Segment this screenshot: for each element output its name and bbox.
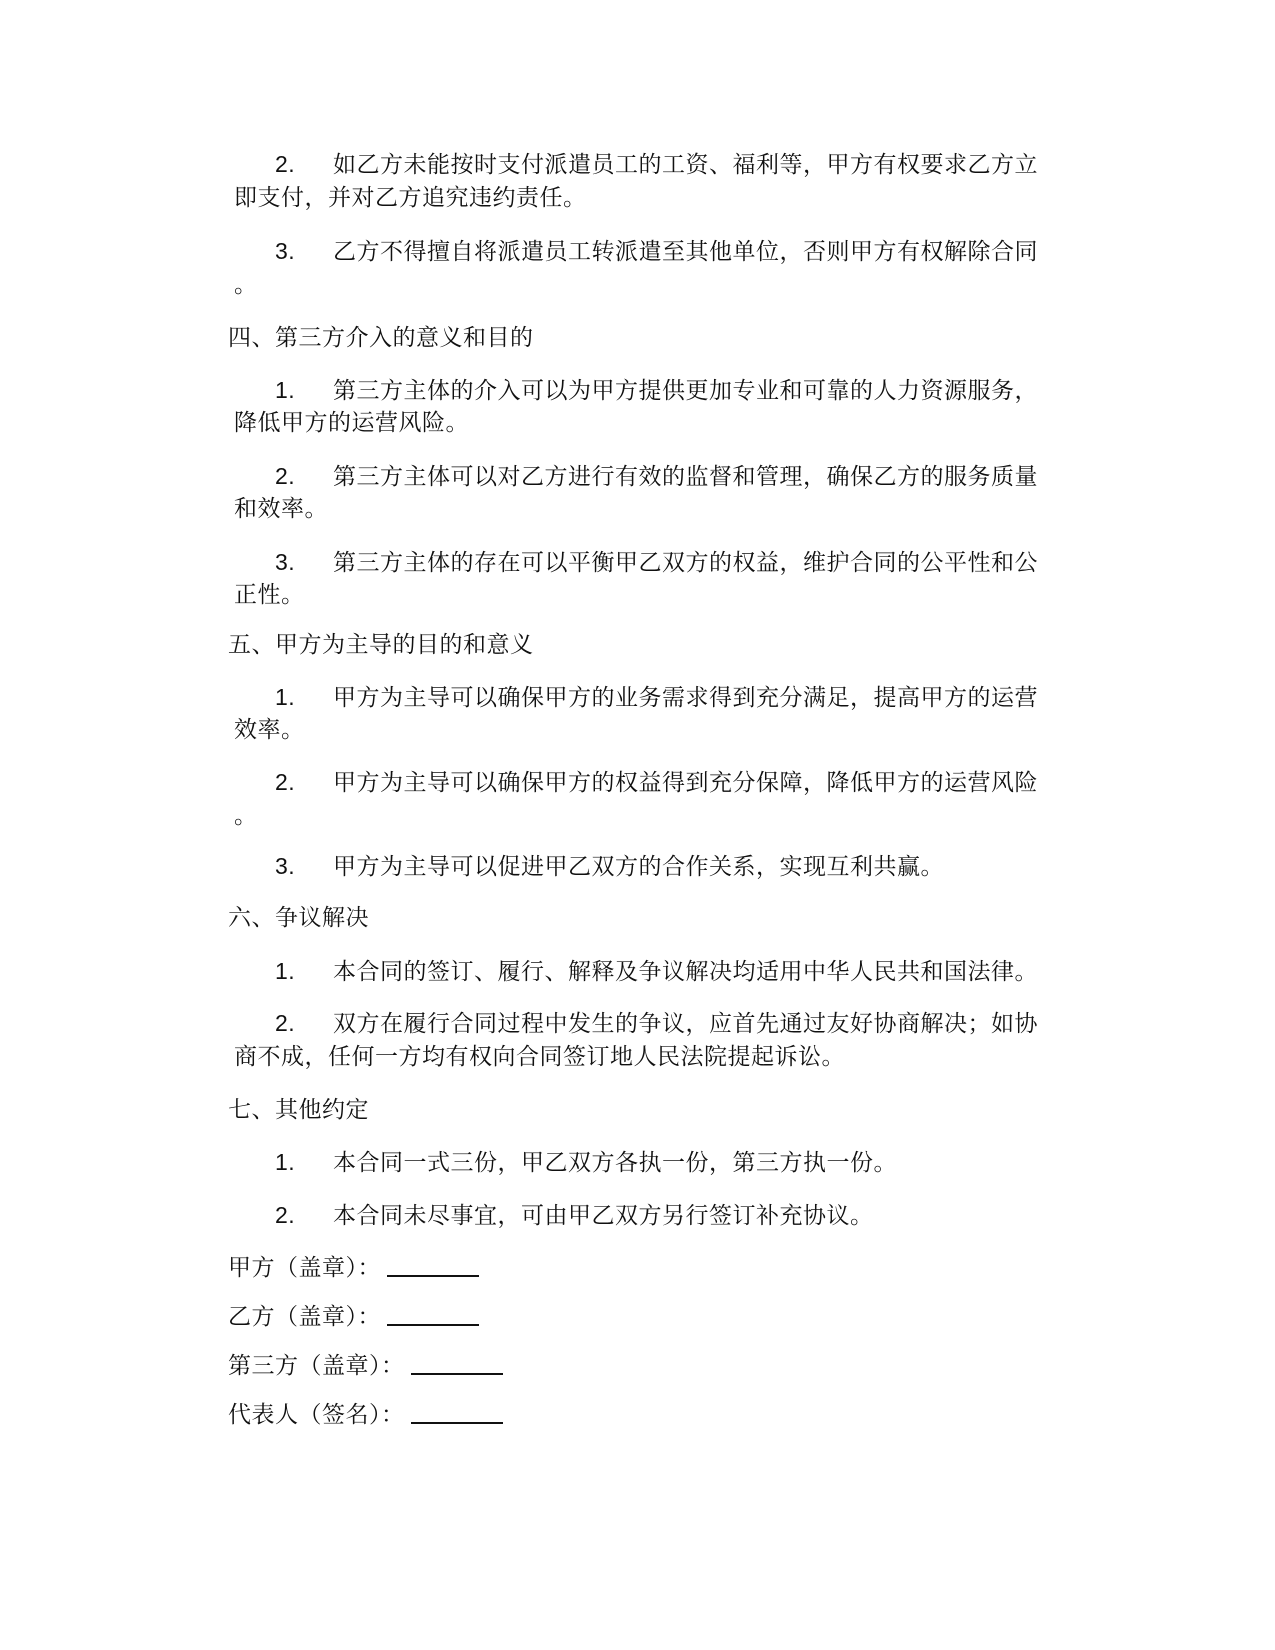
clause-number: 2. <box>275 151 296 177</box>
clause-3-3-line1 <box>275 236 1038 267</box>
signature-blank <box>411 1351 503 1375</box>
clause-number: 2. <box>275 463 296 489</box>
section-4-heading: 四、第三方介入的意义和目的 <box>228 325 534 351</box>
clause-4-3-line1 <box>275 547 1038 578</box>
clause-number: 3. <box>275 549 296 575</box>
clause-text: 甲方为主导可以促进甲乙双方的合作关系，实现互利共赢。 <box>333 854 944 880</box>
clause-6-2-line2: 商不成，任何一方均有权向合同签订地人民法院提起诉讼。 <box>234 1044 845 1070</box>
clause-number: 2. <box>275 1010 296 1036</box>
clause-5-2-line1 <box>275 767 1038 798</box>
clause-number: 3. <box>275 853 296 879</box>
clause-text: 第三方主体可以对乙方进行有效的监督和管理，确保乙方的服务质量 <box>333 464 1038 490</box>
clause-4-1-line1 <box>275 375 1038 406</box>
signature-label: 甲方（盖章）： <box>228 1255 381 1281</box>
clause-5-3-line1 <box>275 851 944 882</box>
clause-number: 3. <box>275 238 296 264</box>
signature-party-a <box>228 1253 479 1283</box>
clause-text: 本合同未尽事宜，可由甲乙双方另行签订补充协议。 <box>333 1203 874 1229</box>
signature-blank <box>387 1253 479 1277</box>
clause-text: 本合同的签订、履行、解释及争议解决均适用中华人民共和国法律。 <box>333 959 1038 985</box>
clause-7-1-line1 <box>275 1147 897 1178</box>
clause-4-3-line2: 正性。 <box>234 582 305 608</box>
clause-number: 2. <box>275 1202 296 1228</box>
clause-4-2-line1 <box>275 461 1038 492</box>
clause-text: 乙方不得擅自将派遣员工转派遣至其他单位，否则甲方有权解除合同 <box>333 239 1038 265</box>
clause-text: 第三方主体的存在可以平衡甲乙双方的权益，维护合同的公平性和公 <box>333 550 1038 576</box>
signature-third-party <box>228 1351 503 1381</box>
signature-label: 乙方（盖章）： <box>228 1304 381 1330</box>
clause-3-3-line2: 。 <box>234 272 258 298</box>
clause-7-2-line1 <box>275 1200 874 1231</box>
signature-blank <box>387 1302 479 1326</box>
signature-label: 代表人（签名）： <box>228 1402 405 1428</box>
clause-text: 第三方主体的介入可以为甲方提供更加专业和可靠的人力资源服务， <box>333 378 1038 404</box>
clause-3-2-line2: 即支付，并对乙方追究违约责任。 <box>234 185 587 211</box>
clause-number: 1. <box>275 377 296 403</box>
clause-6-2-line1 <box>275 1008 1038 1039</box>
section-6-heading: 六、争议解决 <box>228 905 369 931</box>
clause-text: 双方在履行合同过程中发生的争议，应首先通过友好协商解决；如协 <box>333 1011 1038 1037</box>
signature-blank <box>411 1400 503 1424</box>
clause-text: 甲方为主导可以确保甲方的权益得到充分保障，降低甲方的运营风险 <box>333 770 1038 796</box>
clause-text: 甲方为主导可以确保甲方的业务需求得到充分满足，提高甲方的运营 <box>333 685 1038 711</box>
clause-text: 如乙方未能按时支付派遣员工的工资、福利等，甲方有权要求乙方立 <box>333 152 1038 178</box>
clause-number: 1. <box>275 958 296 984</box>
signature-party-b <box>228 1302 479 1332</box>
clause-number: 2. <box>275 769 296 795</box>
section-5-heading: 五、甲方为主导的目的和意义 <box>228 632 534 658</box>
signature-label: 第三方（盖章）： <box>228 1353 405 1379</box>
clause-5-1-line2: 效率。 <box>234 717 305 743</box>
signature-representative <box>228 1400 503 1430</box>
clause-text: 本合同一式三份，甲乙双方各执一份，第三方执一份。 <box>333 1150 897 1176</box>
section-7-heading: 七、其他约定 <box>228 1097 369 1123</box>
clause-number: 1. <box>275 684 296 710</box>
clause-5-1-line1 <box>275 682 1038 713</box>
clause-4-2-line2: 和效率。 <box>234 496 328 522</box>
clause-6-1-line1 <box>275 956 1038 987</box>
clause-3-2-line1 <box>275 149 1038 180</box>
clause-number: 1. <box>275 1149 296 1175</box>
clause-5-2-line2: 。 <box>234 803 258 829</box>
clause-4-1-line2: 降低甲方的运营风险。 <box>234 410 469 436</box>
